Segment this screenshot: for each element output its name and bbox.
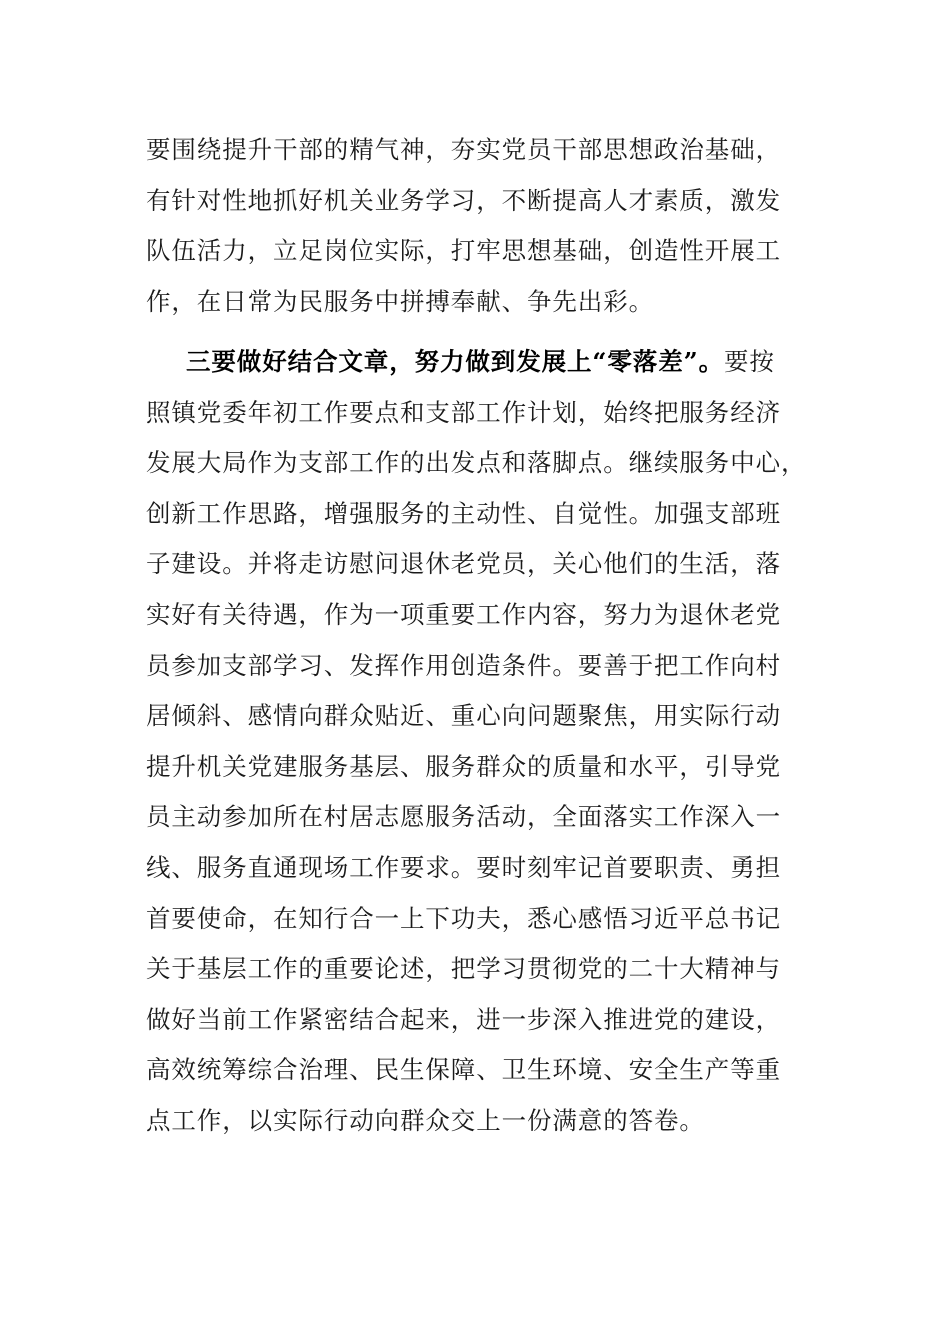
paragraph-2-line: 线、服务直通现场工作要求。要时刻牢记首要职责、勇担 xyxy=(146,852,781,882)
heading-line-rest: 要按 xyxy=(723,347,775,376)
paragraph-1-line: 队伍活力，立足岗位实际，打牢思想基础，创造性开展工 xyxy=(146,236,781,266)
paragraph-1 xyxy=(146,125,796,327)
paragraph-2-line: 子建设。并将走访慰问退休老党员，关心他们的生活，落 xyxy=(146,549,781,579)
paragraph-2-line: 做好当前工作紧密结合起来，进一步深入推进党的建设， xyxy=(146,1004,781,1034)
paragraph-2-line: 实好有关待遇，作为一项重要工作内容，努力为退休老党 xyxy=(146,599,781,629)
paragraph-2 xyxy=(146,337,807,1147)
paragraph-2-first-line xyxy=(146,337,796,388)
paragraph-2-line: 关于基层工作的重要论述，把学习贯彻党的二十大精神与 xyxy=(146,954,781,984)
paragraph-2-line: 高效统筹综合治理、民生保障、卫生环境、安全生产等重 xyxy=(146,1055,781,1085)
paragraph-2-line: 点工作，以实际行动向群众交上一份满意的答卷。 xyxy=(146,1105,705,1135)
paragraph-2-line: 首要使命，在知行合一上下功夫，悉心感悟习近平总书记 xyxy=(146,903,781,933)
paragraph-1-line: 有针对性地抓好机关业务学习，不断提高人才素质，激发 xyxy=(146,185,781,215)
paragraph-1-line: 作，在日常为民服务中拼搏奉献、争先出彩。 xyxy=(146,286,654,316)
section-heading: 三要做好结合文章，努力做到发展上“零落差”。 xyxy=(186,347,724,376)
paragraph-2-line: 员参加支部学习、发挥作用创造条件。要善于把工作向村 xyxy=(146,650,781,680)
paragraph-2-line: 发展大局作为支部工作的出发点和落脚点。继续服务中心， xyxy=(146,448,807,478)
paragraph-2-line: 居倾斜、感情向群众贴近、重心向问题聚焦，用实际行动 xyxy=(146,701,781,731)
paragraph-2-line: 创新工作思路，增强服务的主动性、自觉性。加强支部班 xyxy=(146,498,781,528)
paragraph-2-line: 提升机关党建服务基层、服务群众的质量和水平，引导党 xyxy=(146,751,781,781)
paragraph-1-line: 要围绕提升干部的精气神，夯实党员干部思想政治基础， xyxy=(146,135,781,164)
paragraph-2-line: 照镇党委年初工作要点和支部工作计划，始终把服务经济 xyxy=(146,397,781,427)
paragraph-2-line: 员主动参加所在村居志愿服务活动，全面落实工作深入一 xyxy=(146,802,781,832)
